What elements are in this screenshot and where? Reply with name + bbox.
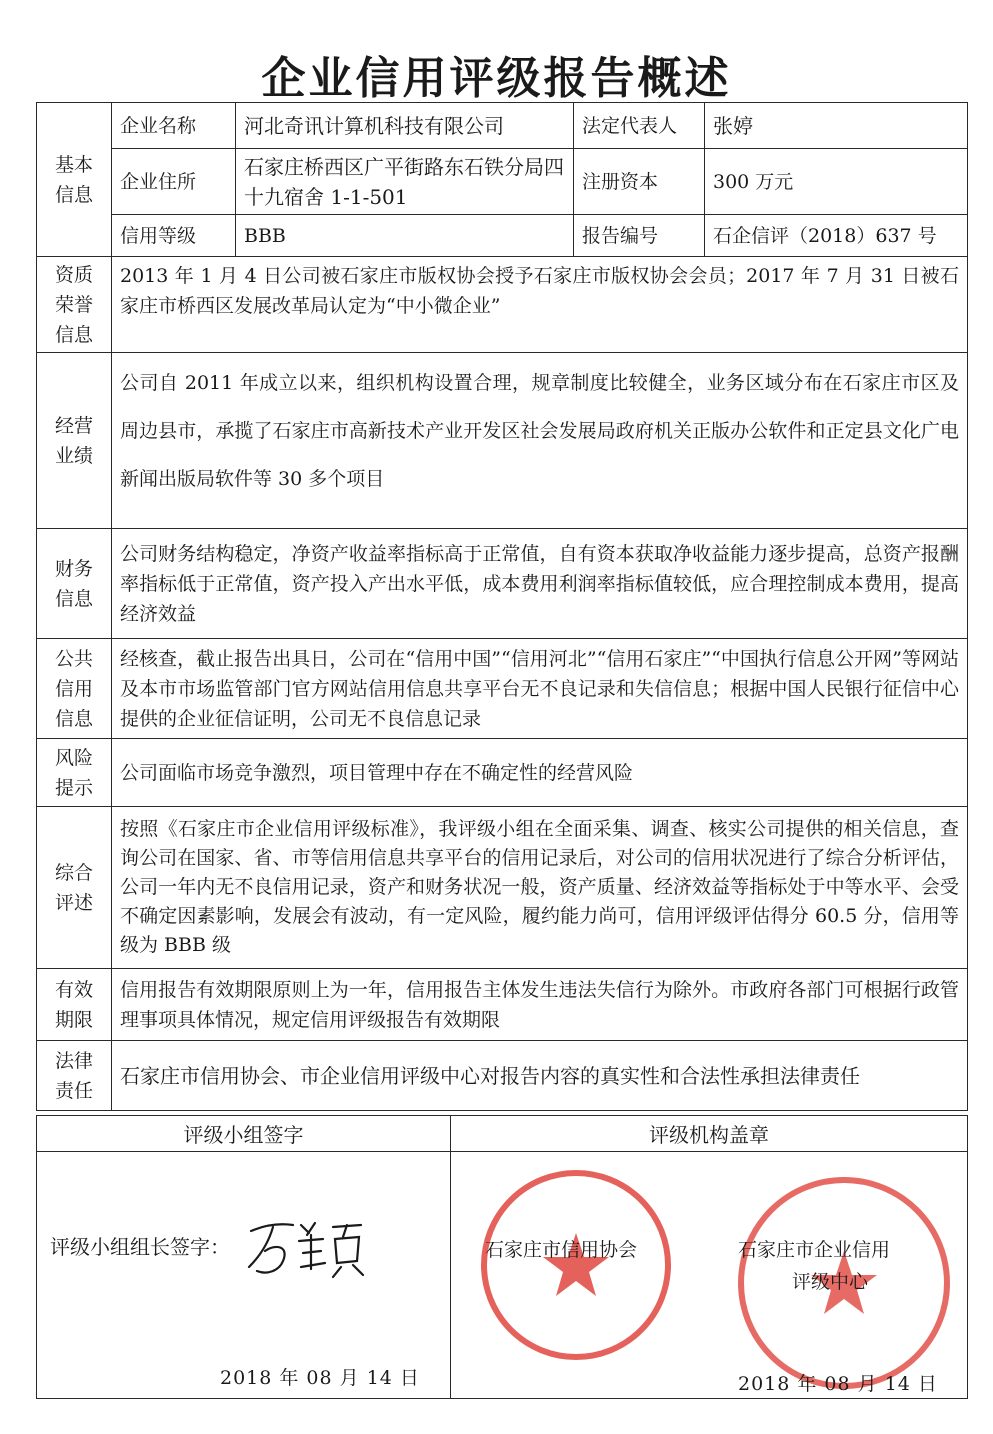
business-label: 经营业绩 <box>37 353 112 529</box>
credit-association-seal-icon <box>478 1167 674 1363</box>
agency-seal-date: 2018 年 08 月 14 日 <box>738 1373 938 1395</box>
review-label: 综合评述 <box>37 807 112 969</box>
validity-text: 信用报告有效期限原则上为一年，信用报告主体发生违法失信行为除外。市政府各部门可根据行政管理事项具体情况，规定信用评级报告有效期限 <box>112 969 968 1041</box>
org2-name-line2: 评级中心 <box>792 1271 869 1293</box>
handwritten-signature <box>243 1213 373 1283</box>
business-text: 公司自 2011 年成立以来，组织机构设置合理，规章制度比较健全，业务区域分布在石家庄市区及周边县市，承揽了石家庄市高新技术产业开发区社会发展局政府机关正版办公软件和正定县文化广电新闻出版局软件等 30 多个项目 <box>112 353 968 529</box>
public-credit-text: 经核查，截止报告出具日，公司在“信用中国”“信用河北”“信用石家庄”“中国执行信息公开网”等网站及本市市场监管部门官方网站信用信息共享平台无不良记录和失信信息；根据中国人民银行征信中心提供的企业征信证明，公司无不良信息记录 <box>112 639 968 739</box>
org2-name-line1: 石家庄市企业信用 <box>738 1239 891 1261</box>
signature-table <box>36 1115 968 1399</box>
address-label: 企业住所 <box>112 149 236 215</box>
address-value: 石家庄桥西区广平街路东石铁分局四十九宿舍 1-1-501 <box>236 149 574 215</box>
public-credit-label: 公共信用信息 <box>37 639 112 739</box>
team-sign-date: 2018 年 08 月 14 日 <box>220 1367 420 1389</box>
report-no-label: 报告编号 <box>574 215 705 257</box>
company-name-value: 河北奇讯计算机科技有限公司 <box>236 103 574 149</box>
rating-team-sign-header: 评级小组签字 <box>37 1116 451 1152</box>
honor-text: 2013 年 1 月 4 日公司被石家庄市版权协会授予石家庄市版权协会会员；2017 年 7 月 31 日被石家庄市桥西区发展改革局认定为“中小微企业” <box>112 257 968 353</box>
risk-text: 公司面临市场竞争激烈，项目管理中存在不确定性的经营风险 <box>112 739 968 807</box>
team-leader-sign-label: 评级小组组长签字： <box>50 1235 230 1259</box>
credit-grade-label: 信用等级 <box>112 215 236 257</box>
company-name-label: 企业名称 <box>112 103 236 149</box>
org1-name: 石家庄市信用协会 <box>485 1239 638 1261</box>
review-text: 按照《石家庄市企业信用评级标准》，我评级小组在全面采集、调查、核实公司提供的相关信息，查询公司在国家、省、市等信用信息共享平台的信用记录后，对公司的信用状况进行了综合分析评估，公司一年内无不良信用记录，资产和财务状况一般，资产质量、经济效益等指标处于中等水平、会受不确定因素影响，发展会有波动，有一定风险，履约能力尚可，信用评级评估得分 60.5 分，信用等级为 BBB 级 <box>112 807 968 969</box>
legal-rep-value: 张婷 <box>705 103 968 149</box>
capital-value: 300 万元 <box>705 149 968 215</box>
risk-label: 风险提示 <box>37 739 112 807</box>
credit-grade-value: BBB <box>236 215 574 257</box>
finance-label: 财务信息 <box>37 529 112 639</box>
validity-label: 有效期限 <box>37 969 112 1041</box>
finance-text: 公司财务结构稳定，净资产收益率指标高于正常值，自有资本获取净收益能力逐步提高，总资产报酬率指标低于正常值，资产投入产出水平低，成本费用利润率指标值较低，应合理控制成本费用，提高经济效益 <box>112 529 968 639</box>
honor-label: 资质荣誉信息 <box>37 257 112 353</box>
legal-label: 法律责任 <box>37 1041 112 1111</box>
rating-agency-seal-header: 评级机构盖章 <box>451 1116 968 1152</box>
capital-label: 注册资本 <box>574 149 705 215</box>
page-title: 企业信用评级报告概述 <box>261 53 732 104</box>
report-table <box>36 102 968 1111</box>
basic-info-label: 基本信息 <box>37 103 112 257</box>
legal-rep-label: 法定代表人 <box>574 103 705 149</box>
legal-text: 石家庄市信用协会、市企业信用评级中心对报告内容的真实性和合法性承担法律责任 <box>112 1041 968 1111</box>
report-no-value: 石企信评（2018）637 号 <box>705 215 968 257</box>
